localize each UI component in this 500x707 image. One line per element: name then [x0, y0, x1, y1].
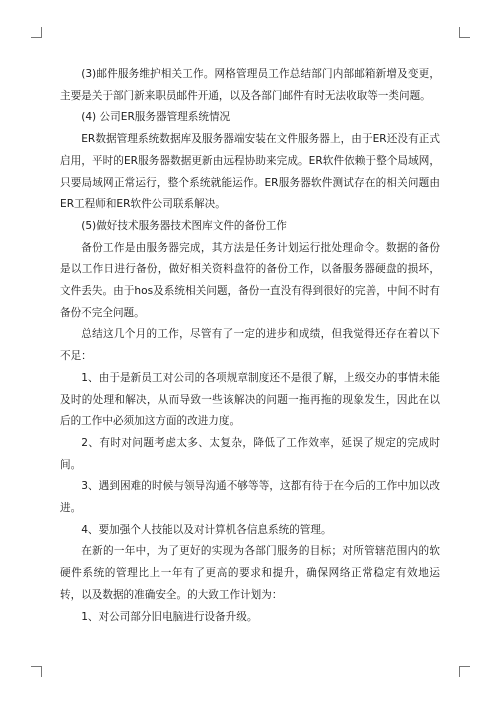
- crop-mark-bottom-right: [459, 666, 470, 677]
- list-item-shortcoming-2: 2、有时对问题考虑太多、太复杂，降低了工作效率，延误了规定的完成时间。: [60, 436, 440, 471]
- list-item-plan-1: 1、对公司部分旧电脑进行设备升级。: [81, 610, 258, 623]
- list-item-shortcoming-4: 4、要加强个人技能以及对计算机各信息系统的管理。: [81, 523, 332, 536]
- list-item-shortcoming-1: 1、由于是新员工对公司的各项规章制度还不是很了解，上级交办的事情未能及时的处理和解决，从而导致一些该解决的问题一拖再拖的现象发生，因此在以后的工作中必须加这方面的改进力度。: [60, 371, 440, 428]
- heading-er-server: (4) 公司ER服务器管理系统情况: [81, 111, 231, 124]
- paragraph-er-system: ER数据管理系统数据库及服务器端安装在文件服务器上，由于ER还没有正式启用，平时的ER服务器数据更新由远程协助来完成。ER软件依赖于整个局域网，只要局域网正常运行，整个系统就能运作。ER服务器软件测试存在的相关问题由ER工程师和ER软件公司联系解决。: [60, 133, 440, 211]
- paragraph-email-maintenance: (3)邮件服务维护相关工作。网格管理员工作总结部门内部邮箱新增及变更，主要是关于部门新来职员邮件开通，以及各部门邮件有时无法收取等一类问题。: [60, 68, 440, 102]
- heading-backup: (5)做好技术服务器技术图库文件的备份工作: [81, 219, 287, 232]
- crop-mark-bottom-left: [31, 666, 42, 677]
- crop-mark-top-left: [31, 27, 42, 38]
- paragraph-backup: 备份工作是由服务器完成，其方法是任务计划运行批处理命令。数据的备份是以工作日进行备份，做好相关资料盘符的备份工作，以备服务器硬盘的损坏，文件丢失。由于hos及系统相关问题，备份一直没有得到很好的完善，中间不时有备份不完全问题。: [60, 241, 440, 319]
- paragraph-summary: 总结这几个月的工作，尽管有了一定的进步和成绩，但我觉得还存在着以下不足：: [60, 328, 440, 363]
- document-body: [60, 64, 440, 628]
- list-item-shortcoming-3: 3、遇到困难的时候与领导沟通不够等等，这都有待于在今后的工作中加以改进。: [60, 480, 440, 515]
- paragraph-new-year-plan: 在新的一年中，为了更好的实现为各部门服务的目标；对所管辖范围内的软硬件系统的管理比上一年有了更高的要求和提升，确保网络正常稳定有效地运转，以及数据的准确安全。的大致工作计划为：: [60, 545, 440, 601]
- crop-mark-top-right: [459, 27, 470, 38]
